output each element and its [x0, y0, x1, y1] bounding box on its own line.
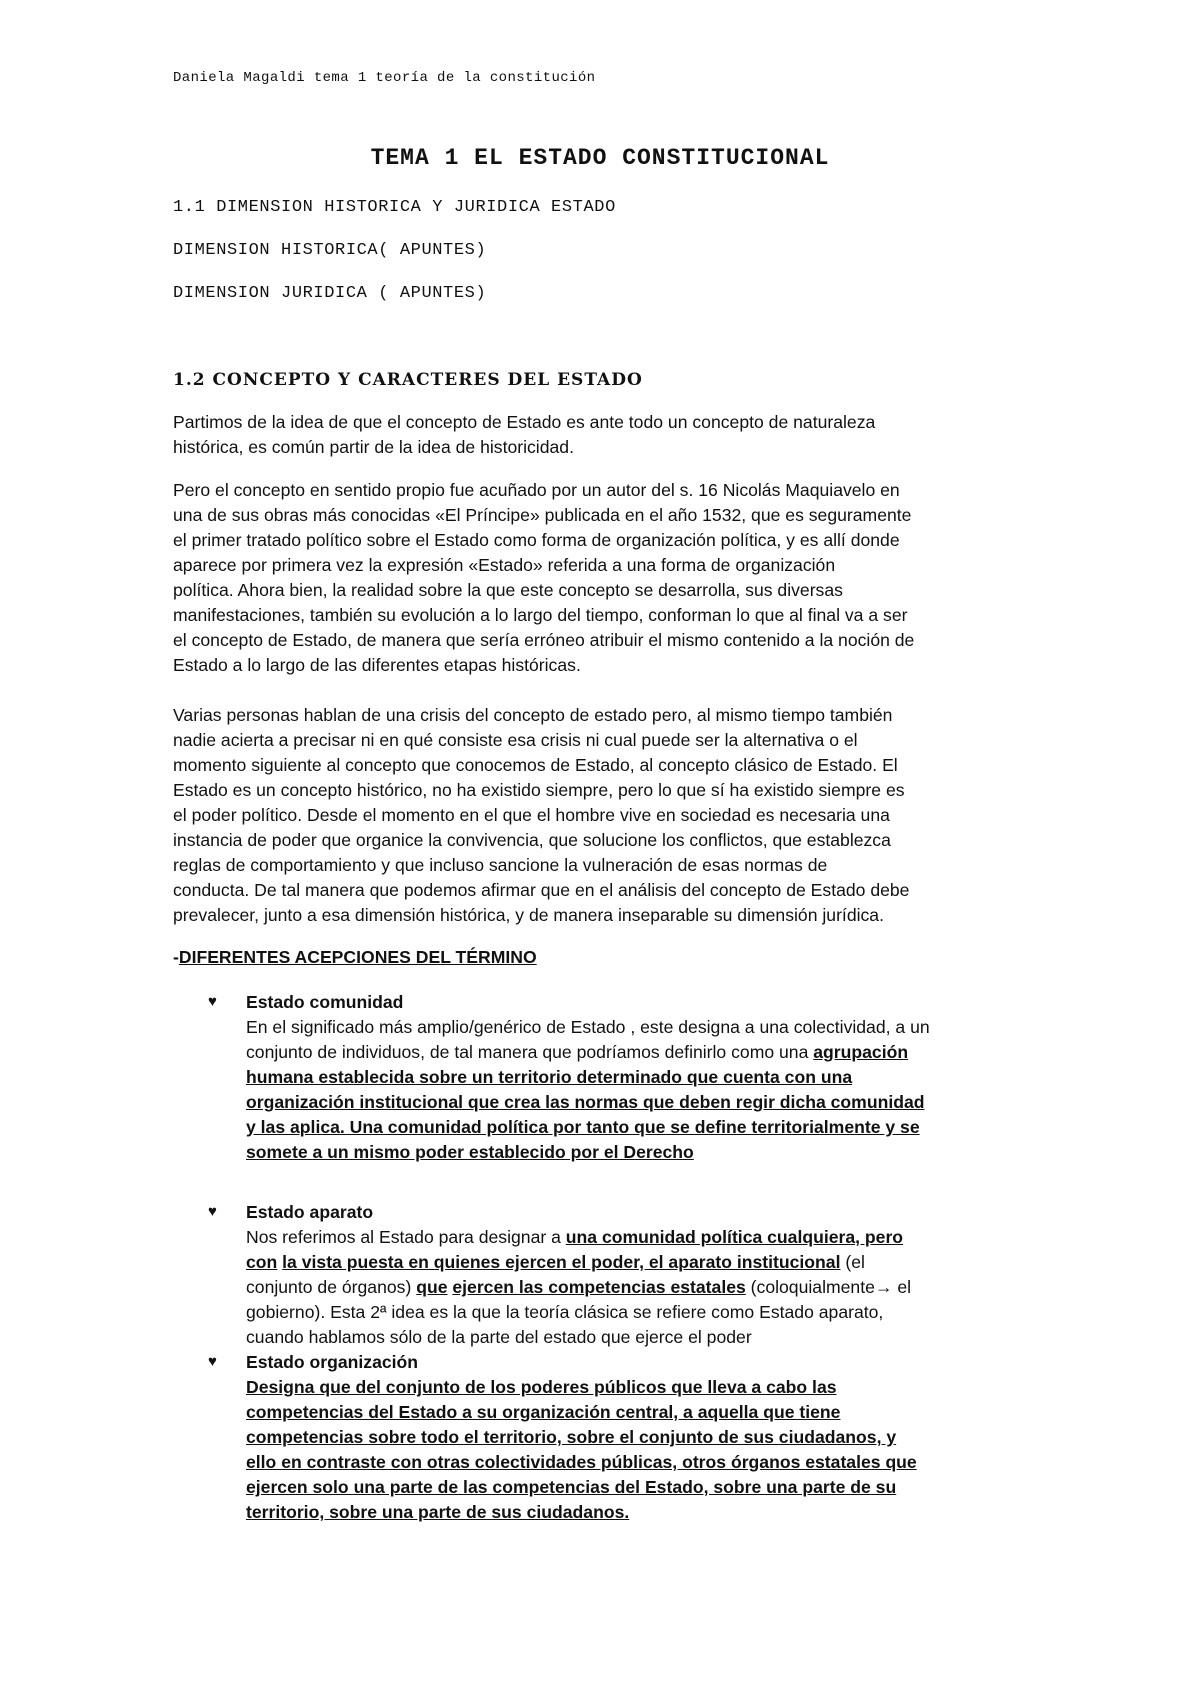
item-line: En el significado más amplio/genérico de Estado , este designa a una colectividad, a un	[246, 1017, 930, 1037]
item-text: conjunto de individuos, de tal manera que podríamos definirlo como una	[246, 1042, 814, 1062]
paragraph-2	[173, 478, 1053, 678]
item-text: (el	[840, 1252, 865, 1272]
section-1-1-heading: 1.1 DIMENSION HISTORICA Y JURIDICA ESTADO	[173, 198, 616, 217]
item-line: competencias del Estado a su organización central, a aquella que tiene	[246, 1402, 841, 1422]
item-emphasis: con	[246, 1252, 278, 1272]
item-line: organización institucional que crea las normas que deben regir dicha comunidad	[246, 1092, 925, 1112]
heart-bullet-icon: ♥	[208, 993, 217, 1010]
item-text: conjunto de órganos)	[246, 1277, 417, 1297]
paragraph-3	[173, 703, 1053, 928]
paragraph-line: Pero el concepto en sentido propio fue acuñado por un autor del s. 16 Nicolás Maquiavelo en	[173, 480, 900, 500]
item-emphasis: agrupación	[813, 1042, 909, 1062]
item-line: humana establecida sobre un territorio determinado que cuenta con una	[246, 1067, 853, 1087]
list-item-estado-aparato	[246, 1200, 1046, 1350]
paragraph-line: Partimos de la idea de que el concepto de Estado es ante todo un concepto de naturaleza	[173, 412, 876, 432]
dimension-historica-heading: DIMENSION HISTORICA( APUNTES)	[173, 241, 487, 260]
acepciones-label: DIFERENTES ACEPCIONES DEL TÉRMINO	[178, 947, 537, 967]
paragraph-line: conducta. De tal manera que podemos afirmar que en el análisis del concepto de Estado debe	[173, 880, 910, 900]
paragraph-line: aparece por primera vez la expresión «Estado» referida a una forma de organización	[173, 555, 836, 575]
item-line: competencias sobre todo el territorio, sobre el conjunto de sus ciudadanos, y	[246, 1427, 897, 1447]
item-text: Nos referimos al Estado para designar a	[246, 1227, 566, 1247]
paragraph-1	[173, 410, 1053, 460]
paragraph-line: el poder político. Desde el momento en el que el hombre vive en sociedad es necesaria una	[173, 805, 890, 825]
item-title: Estado aparato	[246, 1202, 374, 1222]
item-line: gobierno). Esta 2ª idea es la que la teoría clásica se refiere como Estado aparato,	[246, 1302, 884, 1322]
paragraph-line: reglas de comportamiento y que incluso sancione la vulneración de esas normas de	[173, 855, 828, 875]
item-emphasis: la vista puesta en quienes ejercen el poder, el aparato institucional	[282, 1252, 841, 1272]
item-title: Estado comunidad	[246, 992, 404, 1012]
item-line: territorio, sobre una parte de sus ciudadanos.	[246, 1502, 630, 1522]
item-line	[246, 1275, 1046, 1300]
item-line: y las aplica. Una comunidad política por tanto que se define territorialmente y se	[246, 1117, 920, 1137]
section-1-2-heading: 1.2 CONCEPTO Y CARACTERES DEL ESTADO	[173, 370, 643, 390]
item-title: Estado organización	[246, 1352, 419, 1372]
item-line: Designa que del conjunto de los poderes públicos que lleva a cabo las	[246, 1377, 837, 1397]
acepciones-heading	[173, 947, 537, 968]
list-item-estado-organizacion	[246, 1350, 1046, 1525]
paragraph-line: política. Ahora bien, la realidad sobre la que este concepto se desarrolla, sus diversas	[173, 580, 843, 600]
page-header: Daniela Magaldi tema 1 teoría de la constitución	[173, 70, 596, 86]
paragraph-line: el concepto de Estado, de manera que sería erróneo atribuir el mismo contenido a la noción de	[173, 630, 915, 650]
item-line: ejercen solo una parte de las competencias del Estado, sobre una parte de su	[246, 1477, 897, 1497]
item-line: cuando hablamos sólo de la parte del estado que ejerce el poder	[246, 1327, 752, 1347]
item-emphasis: ejercen las competencias estatales	[452, 1277, 746, 1297]
paragraph-line: manifestaciones, también su evolución a lo largo del tiempo, conforman lo que al final va a ser	[173, 605, 908, 625]
item-text: (coloquialmente→ el	[745, 1277, 912, 1297]
paragraph-line: el primer tratado político sobre el Estado como forma de organización política, y es allí donde	[173, 530, 900, 550]
item-line: ello en contraste con otras colectividades públicas, otros órganos estatales que	[246, 1452, 917, 1472]
paragraph-line: nadie acierta a precisar ni en qué consiste esa crisis ni cual puede ser la alternativa o el	[173, 730, 858, 750]
list-item-estado-comunidad	[246, 990, 1046, 1165]
paragraph-line: momento siguiente al concepto que conocemos de Estado, al concepto clásico de Estado. El	[173, 755, 898, 775]
item-emphasis: una comunidad política cualquiera, pero	[565, 1227, 904, 1247]
item-line	[246, 1040, 1046, 1065]
paragraph-line: histórica, es común partir de la idea de historicidad.	[173, 437, 574, 457]
paragraph-line: instancia de poder que organice la convivencia, que solucione los conflictos, que establezca	[173, 830, 891, 850]
paragraph-line: Varias personas hablan de una crisis del concepto de estado pero, al mismo tiempo también	[173, 705, 893, 725]
acepciones-prefix: -	[173, 947, 179, 967]
dimension-juridica-heading: DIMENSION JURIDICA ( APUNTES)	[173, 284, 487, 303]
item-line	[246, 1225, 1046, 1250]
paragraph-line: Estado es un concepto histórico, no ha existido siempre, pero lo que sí ha existido siempre es	[173, 780, 905, 800]
heart-bullet-icon: ♥	[208, 1353, 217, 1370]
document-title: TEMA 1 EL ESTADO CONSTITUCIONAL	[370, 145, 830, 171]
paragraph-line: prevalecer, junto a esa dimensión histórica, y de manera inseparable su dimensión jurídica.	[173, 905, 884, 925]
item-emphasis: que	[416, 1277, 448, 1297]
item-line: somete a un mismo poder establecido por el Derecho	[246, 1142, 694, 1162]
heart-bullet-icon: ♥	[208, 1203, 217, 1220]
item-line	[246, 1250, 1046, 1275]
paragraph-line: Estado a lo largo de las diferentes etapas históricas.	[173, 655, 581, 675]
paragraph-line: una de sus obras más conocidas «El Príncipe» publicada en el año 1532, que es seguramente	[173, 505, 912, 525]
